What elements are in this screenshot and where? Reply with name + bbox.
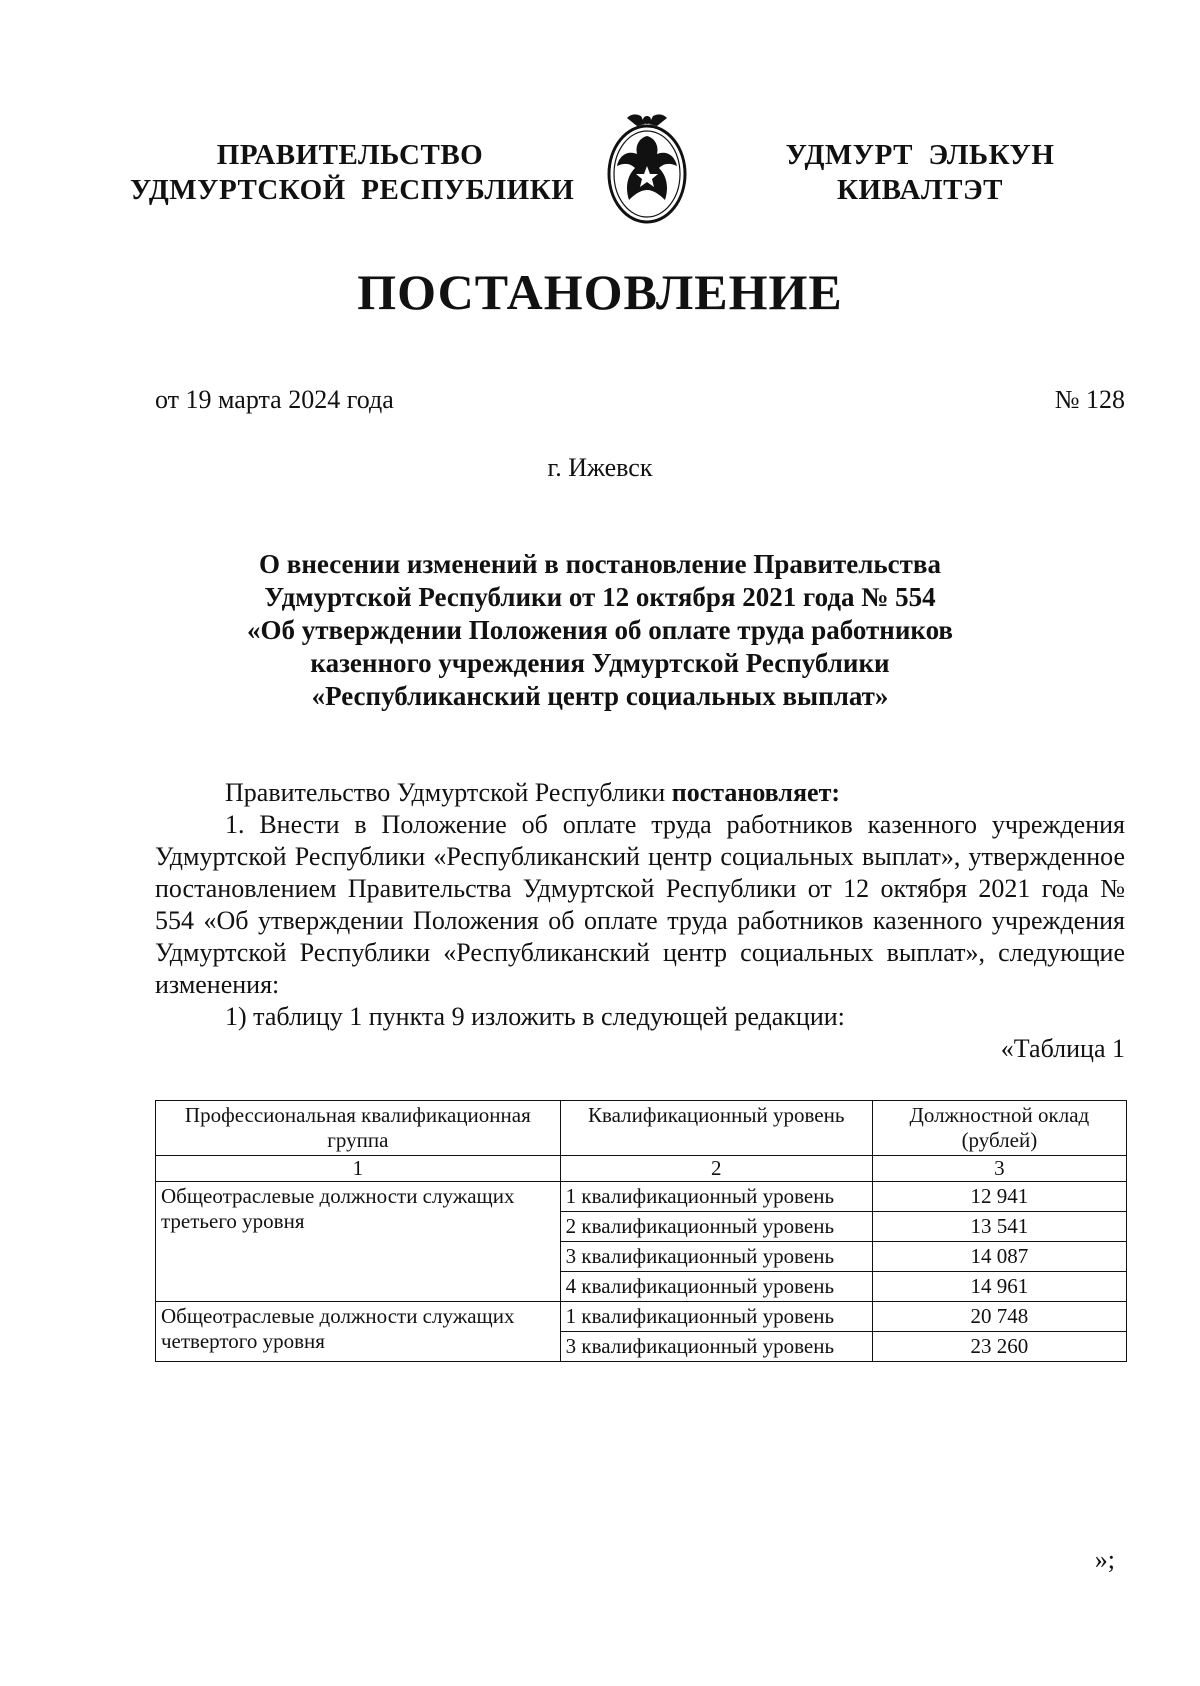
header-right-line-1: УДМУРТ ЭЛЬКУН	[785, 139, 1055, 171]
intro-bold-text: постановляет:	[671, 778, 840, 807]
table-header-cell: Должностной оклад (рублей)	[872, 1101, 1126, 1156]
title-line: Удмуртской Республики от 12 октября 2021 года № 554	[264, 582, 936, 612]
table-header-cell: Квалификационный уровень	[560, 1101, 872, 1156]
group-name-cell: Общеотраслевые должности служащих третьего уровня	[156, 1182, 561, 1302]
salary-cell: 14 087	[872, 1242, 1126, 1272]
column-number-cell: 2	[560, 1156, 872, 1182]
column-number-cell: 3	[872, 1156, 1126, 1182]
level-cell: 2 квалификационный уровень	[560, 1212, 872, 1242]
title-line: О внесении изменений в постановление Правительства	[259, 549, 941, 579]
level-cell: 1 квалификационный уровень	[560, 1182, 872, 1212]
intro-paragraph	[155, 777, 1125, 809]
udmurt-coat-of-arms-icon	[597, 110, 697, 230]
level-cell: 3 квалификационный уровень	[560, 1242, 872, 1272]
salary-cell: 13 541	[872, 1212, 1126, 1242]
header-right	[760, 138, 1080, 208]
paragraph-1: 1. Внести в Положение об оплате труда работников казенного учреждения Удмуртской Республики «Республиканский центр социальных выплат», утвержденное постановлением Правительства Удмуртской Республики от 12 октября 2021 года № 554 «Об утверждении Положения об оплате труда работников казенного учреждения Удмуртской Республики «Республиканский центр социальных выплат», следующие изменения:	[155, 810, 1125, 999]
document-date: от 19 марта 2024 года	[155, 385, 394, 414]
closing-quote: »;	[1094, 1545, 1115, 1574]
document-body	[155, 777, 1125, 1065]
document-type-heading: ПОСТАНОВЛЕНИЕ	[357, 264, 843, 320]
table-caption: «Таблица 1	[1000, 1034, 1125, 1063]
group-name-cell: Общеотраслевые должности служащих четвертого уровня	[156, 1302, 561, 1362]
salary-cell: 23 260	[872, 1332, 1126, 1362]
table-column-number-row	[156, 1156, 1127, 1182]
paragraph-2: 1) таблицу 1 пункта 9 изложить в следующей редакции:	[225, 1002, 845, 1031]
table-row	[156, 1302, 1127, 1332]
title-line: «Об утверждении Положения об оплате труда работников	[246, 615, 954, 645]
document-title	[200, 548, 1000, 713]
salary-cell: 20 748	[872, 1302, 1126, 1332]
header-left	[130, 138, 575, 208]
salary-table	[155, 1100, 1127, 1362]
title-line: «Республиканский центр социальных выплат»	[311, 681, 889, 711]
document-city: г. Ижевск	[547, 453, 653, 482]
table-row	[156, 1182, 1127, 1212]
header-left-line-1: ПРАВИТЕЛЬСТВО	[216, 139, 484, 171]
level-cell: 3 квалификационный уровень	[560, 1332, 872, 1362]
level-cell: 4 квалификационный уровень	[560, 1272, 872, 1302]
column-number-cell: 1	[156, 1156, 561, 1182]
header-right-line-2: КИВАЛТЭТ	[836, 174, 1003, 206]
table-header-cell: Профессиональная квалификационная группа	[156, 1101, 561, 1156]
document-number: № 128	[1054, 385, 1125, 414]
salary-cell: 12 941	[872, 1182, 1126, 1212]
header-left-line-2: УДМУРТСКОЙ РЕСПУБЛИКИ	[130, 174, 575, 206]
table-header-row	[156, 1101, 1127, 1156]
title-line: казенного учреждения Удмуртской Республики	[310, 648, 890, 678]
intro-text: Правительство Удмуртской Республики	[225, 778, 672, 807]
salary-cell: 14 961	[872, 1272, 1126, 1302]
level-cell: 1 квалификационный уровень	[560, 1302, 872, 1332]
